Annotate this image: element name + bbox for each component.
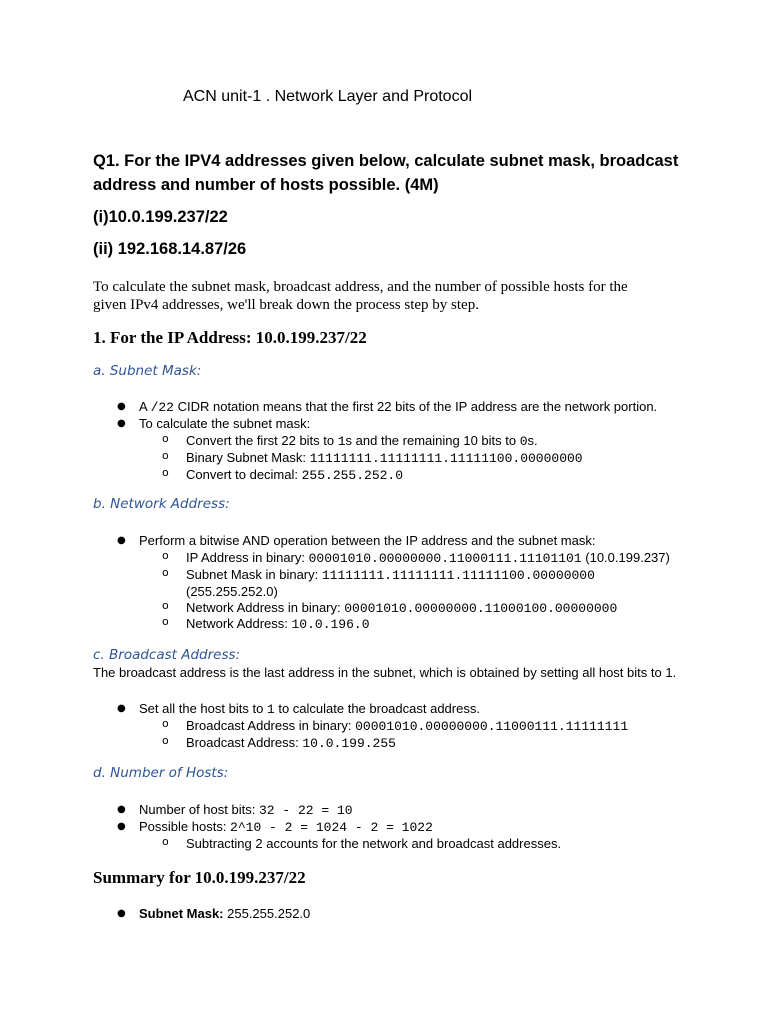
list-item: Network Address: 10.0.196.0 bbox=[186, 616, 370, 632]
list-item: Network Address in binary: 00001010.00000000.11000100.00000000 bbox=[186, 600, 618, 616]
question-line-2: address and number of hosts possible. (4M) bbox=[93, 176, 439, 194]
broadcast-address-heading: c. Broadcast Address: bbox=[93, 647, 241, 663]
list-item: Subnet Mask in binary: 11111111.11111111.11111100.00000000 bbox=[186, 567, 595, 583]
network-address-heading: b. Network Address: bbox=[93, 496, 230, 512]
circle-bullet-icon: o bbox=[162, 615, 169, 628]
list-item: Possible hosts: 2^10 - 2 = 1024 - 2 = 1022 bbox=[139, 819, 433, 835]
circle-bullet-icon: o bbox=[162, 835, 169, 848]
subnet-mask-heading: a. Subnet Mask: bbox=[93, 363, 202, 379]
list-item: Broadcast Address in binary: 00001010.00000000.11000111.11111111 bbox=[186, 718, 629, 734]
bullet-icon: ● bbox=[117, 401, 126, 412]
intro-line-1: To calculate the subnet mask, broadcast address, and the number of possible hosts for the bbox=[93, 279, 628, 295]
circle-bullet-icon: o bbox=[162, 449, 169, 462]
list-item: Number of host bits: 32 - 22 = 10 bbox=[139, 802, 353, 818]
intro-line-2: given IPv4 addresses, we'll break down the process step by step. bbox=[93, 297, 479, 313]
bullet-icon: ● bbox=[117, 821, 126, 832]
circle-bullet-icon: o bbox=[162, 549, 169, 562]
list-item: Convert the first 22 bits to 1s and the remaining 10 bits to 0s. bbox=[186, 433, 538, 449]
bullet-icon: ● bbox=[117, 418, 126, 429]
broadcast-description: The broadcast address is the last address in the subnet, which is obtained by setting all host bits to 1. bbox=[93, 665, 677, 680]
bullet-icon: ● bbox=[117, 703, 126, 714]
circle-bullet-icon: o bbox=[162, 734, 169, 747]
circle-bullet-icon: o bbox=[162, 432, 169, 445]
list-item: Set all the host bits to 1 to calculate the broadcast address. bbox=[139, 701, 480, 717]
bullet-icon: ● bbox=[117, 804, 126, 815]
list-item: Convert to decimal: 255.255.252.0 bbox=[186, 467, 404, 483]
list-item: Subtracting 2 accounts for the network and broadcast addresses. bbox=[186, 836, 562, 851]
bullet-icon: ● bbox=[117, 908, 126, 919]
question-part-2: (ii) 192.168.14.87/26 bbox=[93, 240, 247, 258]
list-item: IP Address in binary: 00001010.00000000.11000111.11101101 (10.0.199.237) bbox=[186, 550, 670, 566]
document-title: ACN unit-1 . Network Layer and Protocol bbox=[183, 88, 473, 105]
question-line-1: Q1. For the IPV4 addresses given below, calculate subnet mask, broadcast bbox=[93, 152, 679, 170]
circle-bullet-icon: o bbox=[162, 599, 169, 612]
list-item: Perform a bitwise AND operation between the IP address and the subnet mask: bbox=[139, 533, 596, 548]
circle-bullet-icon: o bbox=[162, 466, 169, 479]
list-item-continuation: (255.255.252.0) bbox=[186, 584, 278, 599]
bullet-icon: ● bbox=[117, 535, 126, 546]
circle-bullet-icon: o bbox=[162, 717, 169, 730]
list-item: A /22 CIDR notation means that the first 22 bits of the IP address are the network portion. bbox=[139, 399, 658, 415]
section-heading: 1. For the IP Address: 10.0.199.237/22 bbox=[93, 328, 367, 347]
number-of-hosts-heading: d. Number of Hosts: bbox=[93, 765, 229, 781]
list-item: Broadcast Address: 10.0.199.255 bbox=[186, 735, 396, 751]
list-item: Subnet Mask: 255.255.252.0 bbox=[139, 906, 311, 921]
list-item: To calculate the subnet mask: bbox=[139, 416, 311, 431]
circle-bullet-icon: o bbox=[162, 566, 169, 579]
summary-heading: Summary for 10.0.199.237/22 bbox=[93, 868, 306, 887]
question-part-1: (i)10.0.199.237/22 bbox=[93, 208, 228, 226]
list-item: Binary Subnet Mask: 11111111.11111111.11111100.00000000 bbox=[186, 450, 583, 466]
